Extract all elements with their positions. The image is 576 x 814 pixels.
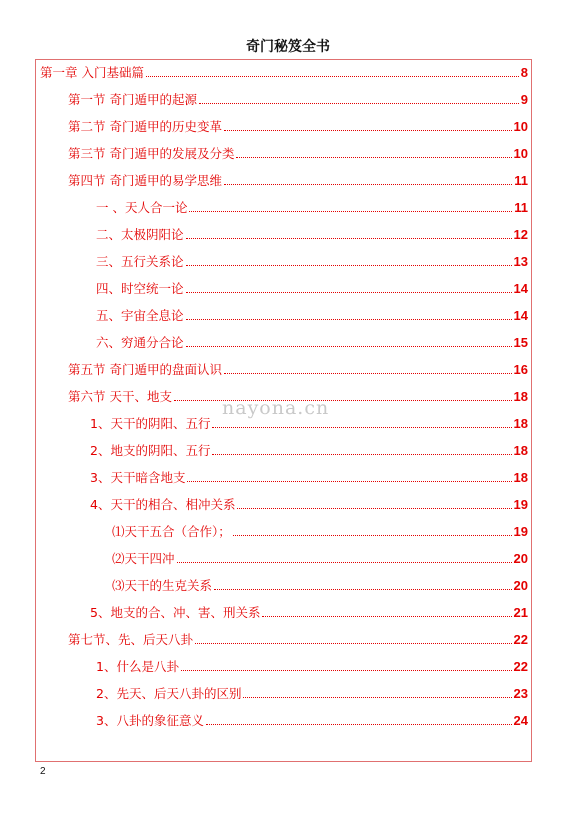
toc-entry[interactable]	[90, 601, 528, 621]
toc-entry[interactable]	[96, 709, 528, 729]
toc-entry-label: 三、五行关系论	[96, 254, 184, 269]
toc-entry[interactable]	[112, 574, 528, 594]
watermark: nayona.cn	[222, 397, 330, 419]
toc-entry-page: 10	[513, 146, 528, 161]
toc-leader-dots	[243, 697, 511, 698]
toc-entry-label: 第七节、先、后天八卦	[68, 632, 194, 647]
toc-entry-page: 11	[514, 200, 528, 215]
toc-entry-page: 8	[520, 65, 528, 80]
toc-entry-page: 10	[513, 119, 528, 134]
toc-entry-label: 4、天干的相合、相冲关系	[90, 497, 236, 512]
toc-entry-page: 18	[513, 443, 528, 458]
toc-leader-dots	[224, 373, 512, 374]
toc-entry-label: 第一节 奇门遁甲的起源	[68, 92, 197, 107]
toc-entry-label: 第一章 入门基础篇	[40, 65, 144, 80]
toc-entry[interactable]	[90, 466, 528, 486]
toc-leader-dots	[186, 265, 512, 266]
toc-leader-dots	[187, 481, 511, 482]
toc-leader-dots	[189, 211, 512, 212]
toc-entry-page: 15	[513, 335, 528, 350]
toc-entry-page: 18	[513, 416, 528, 431]
toc-entry-page: 19	[513, 524, 528, 539]
toc-entry-page: 14	[513, 308, 528, 323]
toc-entry-page: 21	[513, 605, 528, 620]
toc-entry-label: 二、太极阴阳论	[96, 227, 184, 242]
toc-leader-dots	[214, 589, 512, 590]
toc-entry[interactable]	[68, 142, 528, 162]
toc-entry-page: 18	[513, 389, 528, 404]
toc-entry-page: 22	[513, 659, 528, 674]
toc-entry-label: 第二节 奇门遁甲的历史变革	[68, 119, 222, 134]
toc-entry-page: 12	[513, 227, 528, 242]
toc-entry-label: 第四节 奇门遁甲的易学思维	[68, 173, 222, 188]
toc-entry-label: 第五节 奇门遁甲的盘面认识	[68, 362, 222, 377]
toc-entry-label: 2、先天、后天八卦的区别	[96, 686, 242, 701]
toc-entry-page: 11	[514, 173, 528, 188]
toc-entry[interactable]	[96, 655, 528, 675]
toc-entry-label: 2、地支的阴阳、五行	[90, 443, 211, 458]
toc-entry-page: 19	[513, 497, 528, 512]
toc-entry-label: 1、天干的阴阳、五行	[90, 416, 211, 431]
toc-entry[interactable]	[40, 61, 528, 81]
toc-entry-page: 24	[513, 713, 528, 728]
toc-leader-dots	[186, 292, 512, 293]
toc-leader-dots	[236, 157, 511, 158]
toc-leader-dots	[195, 643, 512, 644]
toc-entry[interactable]	[96, 250, 528, 270]
toc-entry[interactable]	[96, 223, 528, 243]
toc-entry[interactable]	[96, 304, 528, 324]
toc-leader-dots	[199, 103, 519, 104]
toc-entry-label: ⑶天干的生克关系	[112, 578, 213, 593]
toc-entry-label: 1、什么是八卦	[96, 659, 179, 674]
toc-leader-dots	[224, 184, 512, 185]
toc-entry[interactable]	[90, 493, 528, 513]
toc-entry-label: 六、穷通分合论	[96, 335, 184, 350]
toc-leader-dots	[212, 454, 511, 455]
toc-entry[interactable]	[96, 277, 528, 297]
toc-leader-dots	[186, 346, 512, 347]
toc-leader-dots	[212, 427, 511, 428]
toc-entry[interactable]	[68, 358, 528, 378]
toc-entry-page: 20	[513, 578, 528, 593]
toc-entry[interactable]	[112, 520, 528, 540]
toc-entry[interactable]	[96, 331, 528, 351]
toc-entry-label: 四、时空统一论	[96, 281, 184, 296]
toc-entry-page: 14	[513, 281, 528, 296]
page-number: 2	[40, 766, 46, 777]
toc-leader-dots	[186, 238, 512, 239]
toc-leader-dots	[177, 562, 512, 563]
toc-entry[interactable]	[90, 439, 528, 459]
toc-leader-dots	[237, 508, 511, 509]
toc-entry-label: 一 、天人合一论	[96, 200, 188, 215]
toc-entry[interactable]	[68, 628, 528, 648]
toc-entry-page: 18	[513, 470, 528, 485]
toc-entry[interactable]	[112, 547, 528, 567]
toc-entry-label: ⑴天干五合（合作）；	[112, 524, 231, 539]
toc-leader-dots	[233, 535, 512, 536]
toc-entry-page: 20	[513, 551, 528, 566]
toc-entry-page: 13	[513, 254, 528, 269]
toc-leader-dots	[262, 616, 511, 617]
toc-entry[interactable]	[68, 88, 528, 108]
toc-entry-label: 3、天干暗含地支	[90, 470, 186, 485]
toc-entry-page: 16	[513, 362, 528, 377]
toc-entry-page: 9	[520, 92, 528, 107]
toc-leader-dots	[146, 76, 519, 77]
toc-entry-page: 23	[513, 686, 528, 701]
toc-entry-label: 第三节 奇门遁甲的发展及分类	[68, 146, 235, 161]
toc-leader-dots	[181, 670, 512, 671]
page-title: 奇门秘笈全书	[246, 39, 330, 55]
toc-entry-label: 第六节 天干、地支	[68, 389, 172, 404]
toc-entry[interactable]	[68, 169, 528, 189]
toc-leader-dots	[224, 130, 512, 131]
toc-entry[interactable]	[68, 115, 528, 135]
toc-leader-dots	[206, 724, 512, 725]
toc-entry[interactable]	[96, 682, 528, 702]
toc-entry-page: 22	[513, 632, 528, 647]
toc-entry[interactable]	[96, 196, 528, 216]
toc-leader-dots	[186, 319, 512, 320]
toc-entry-label: 3、八卦的象征意义	[96, 713, 204, 728]
toc-entry-label: 五、宇宙全息论	[96, 308, 184, 323]
toc-entry-label: ⑵天干四冲	[112, 551, 175, 566]
toc-entry-label: 5、地支的合、冲、害、刑关系	[90, 605, 261, 620]
